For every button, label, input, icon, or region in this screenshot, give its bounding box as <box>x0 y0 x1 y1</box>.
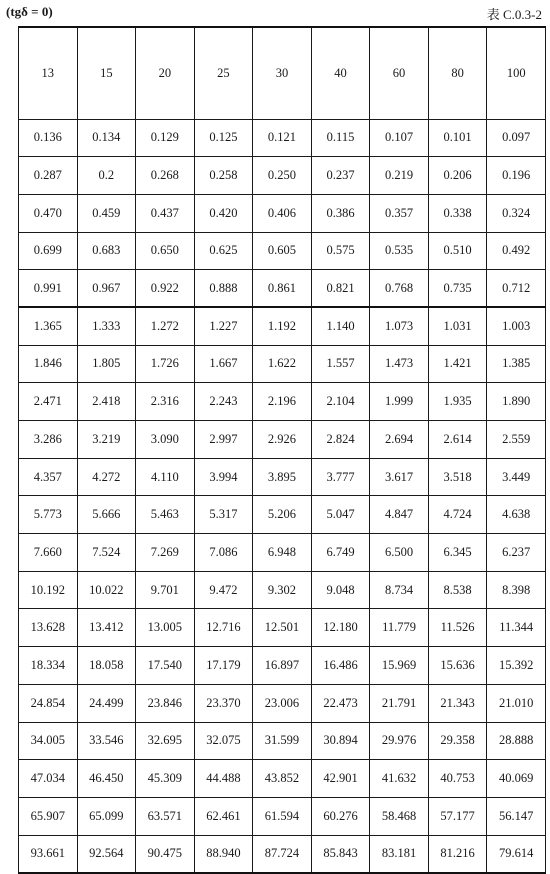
table-cell: 4.357 <box>19 458 78 496</box>
table-number-label: 表 C.0.3-2 <box>486 7 542 22</box>
table-cell: 47.034 <box>19 760 78 798</box>
table-cell: 0.136 <box>19 119 78 157</box>
table-cell: 0.2 <box>77 157 136 195</box>
table-cell: 12.716 <box>194 609 253 647</box>
table-cell: 93.661 <box>19 835 78 873</box>
table-cell: 32.695 <box>136 722 195 760</box>
table-cell: 0.250 <box>253 157 312 195</box>
table-cell: 56.147 <box>487 797 546 835</box>
table-row <box>19 458 546 496</box>
table-cell: 0.821 <box>311 270 370 308</box>
table-cell: 1.031 <box>428 307 487 345</box>
table-cell: 2.196 <box>253 383 312 421</box>
table-cell: 7.269 <box>136 534 195 572</box>
table-cell: 0.712 <box>487 270 546 308</box>
table-cell: 79.614 <box>487 835 546 873</box>
table-cell: 1.003 <box>487 307 546 345</box>
table-cell: 0.470 <box>19 194 78 232</box>
table-condition-label: (tgδ = 0) <box>6 4 53 19</box>
table-cell: 2.243 <box>194 383 253 421</box>
table-cell: 13.628 <box>19 609 78 647</box>
table-cell: 3.518 <box>428 458 487 496</box>
table-cell: 1.073 <box>370 307 429 345</box>
table-cell: 5.206 <box>253 496 312 534</box>
column-header: 15 <box>77 27 136 119</box>
table-cell: 31.599 <box>253 722 312 760</box>
table-cell: 0.420 <box>194 194 253 232</box>
table-row <box>19 760 546 798</box>
table-cell: 5.317 <box>194 496 253 534</box>
table-cell: 11.344 <box>487 609 546 647</box>
table-cell: 0.492 <box>487 232 546 270</box>
table-row <box>19 307 546 345</box>
table-cell: 65.099 <box>77 797 136 835</box>
table-cell: 18.334 <box>19 647 78 685</box>
table-cell: 16.897 <box>253 647 312 685</box>
table-cell: 0.683 <box>77 232 136 270</box>
table-cell: 2.997 <box>194 421 253 459</box>
table-cell: 0.324 <box>487 194 546 232</box>
table-cell: 0.196 <box>487 157 546 195</box>
table-cell: 5.047 <box>311 496 370 534</box>
table-cell: 45.309 <box>136 760 195 798</box>
table-cell: 9.048 <box>311 571 370 609</box>
table-cell: 62.461 <box>194 797 253 835</box>
table-cell: 0.991 <box>19 270 78 308</box>
table-cell: 1.385 <box>487 345 546 383</box>
table-cell: 1.333 <box>77 307 136 345</box>
table-row <box>19 534 546 572</box>
table-cell: 9.701 <box>136 571 195 609</box>
table-body <box>19 119 546 873</box>
table-cell: 0.107 <box>370 119 429 157</box>
table-cell: 16.486 <box>311 647 370 685</box>
table-cell: 12.501 <box>253 609 312 647</box>
table-cell: 7.524 <box>77 534 136 572</box>
table-cell: 46.450 <box>77 760 136 798</box>
table-cell: 32.075 <box>194 722 253 760</box>
table-cell: 3.994 <box>194 458 253 496</box>
table-cell: 81.216 <box>428 835 487 873</box>
table-row <box>19 194 546 232</box>
table-cell: 0.338 <box>428 194 487 232</box>
table-row <box>19 270 546 308</box>
table-cell: 65.907 <box>19 797 78 835</box>
table-row <box>19 345 546 383</box>
table-cell: 3.777 <box>311 458 370 496</box>
table-cell: 2.824 <box>311 421 370 459</box>
table-row <box>19 684 546 722</box>
table-cell: 10.192 <box>19 571 78 609</box>
data-table <box>18 26 546 874</box>
table-row <box>19 647 546 685</box>
table-cell: 0.888 <box>194 270 253 308</box>
table-cell: 15.969 <box>370 647 429 685</box>
table-cell: 0.219 <box>370 157 429 195</box>
table-row <box>19 421 546 459</box>
table-cell: 0.575 <box>311 232 370 270</box>
table-cell: 3.895 <box>253 458 312 496</box>
table-cell: 11.526 <box>428 609 487 647</box>
table-cell: 17.179 <box>194 647 253 685</box>
table-cell: 0.129 <box>136 119 195 157</box>
column-header: 13 <box>19 27 78 119</box>
table-cell: 10.022 <box>77 571 136 609</box>
table-cell: 6.500 <box>370 534 429 572</box>
table-cell: 2.418 <box>77 383 136 421</box>
table-cell: 0.097 <box>487 119 546 157</box>
table-row <box>19 797 546 835</box>
table-cell: 2.694 <box>370 421 429 459</box>
table-cell: 4.110 <box>136 458 195 496</box>
table-cell: 44.488 <box>194 760 253 798</box>
table-cell: 63.571 <box>136 797 195 835</box>
table-cell: 29.358 <box>428 722 487 760</box>
table-cell: 0.237 <box>311 157 370 195</box>
table-cell: 0.861 <box>253 270 312 308</box>
table-cell: 92.564 <box>77 835 136 873</box>
table-cell: 17.540 <box>136 647 195 685</box>
table-cell: 43.852 <box>253 760 312 798</box>
table-cell: 24.854 <box>19 684 78 722</box>
table-cell: 4.638 <box>487 496 546 534</box>
table-row <box>19 609 546 647</box>
column-header: 40 <box>311 27 370 119</box>
table-cell: 1.227 <box>194 307 253 345</box>
table-cell: 85.843 <box>311 835 370 873</box>
table-cell: 9.472 <box>194 571 253 609</box>
table-cell: 3.617 <box>370 458 429 496</box>
table-cell: 0.735 <box>428 270 487 308</box>
table-row <box>19 383 546 421</box>
table-cell: 1.473 <box>370 345 429 383</box>
table-cell: 0.357 <box>370 194 429 232</box>
table-cell: 40.069 <box>487 760 546 798</box>
table-cell: 30.894 <box>311 722 370 760</box>
column-header: 30 <box>253 27 312 119</box>
table-cell: 21.010 <box>487 684 546 722</box>
table-cell: 6.948 <box>253 534 312 572</box>
table-cell: 0.121 <box>253 119 312 157</box>
table-cell: 9.302 <box>253 571 312 609</box>
table-cell: 22.473 <box>311 684 370 722</box>
table-cell: 2.104 <box>311 383 370 421</box>
table-row <box>19 119 546 157</box>
table-cell: 1.999 <box>370 383 429 421</box>
table-cell: 0.535 <box>370 232 429 270</box>
table-cell: 0.967 <box>77 270 136 308</box>
table-cell: 0.605 <box>253 232 312 270</box>
table-cell: 0.268 <box>136 157 195 195</box>
table-cell: 1.192 <box>253 307 312 345</box>
table-cell: 13.412 <box>77 609 136 647</box>
table-cell: 0.459 <box>77 194 136 232</box>
table-cell: 0.101 <box>428 119 487 157</box>
table-cell: 2.614 <box>428 421 487 459</box>
table-cell: 29.976 <box>370 722 429 760</box>
table-cell: 0.437 <box>136 194 195 232</box>
table-cell: 57.177 <box>428 797 487 835</box>
table-cell: 18.058 <box>77 647 136 685</box>
table-cell: 0.922 <box>136 270 195 308</box>
table-cell: 5.666 <box>77 496 136 534</box>
table-cell: 6.345 <box>428 534 487 572</box>
table-cell: 11.779 <box>370 609 429 647</box>
table-cell: 3.449 <box>487 458 546 496</box>
table-cell: 15.636 <box>428 647 487 685</box>
table-cell: 60.276 <box>311 797 370 835</box>
table-cell: 87.724 <box>253 835 312 873</box>
column-header: 60 <box>370 27 429 119</box>
table-header <box>19 27 546 119</box>
table-cell: 1.365 <box>19 307 78 345</box>
table-cell: 5.773 <box>19 496 78 534</box>
table-cell: 33.546 <box>77 722 136 760</box>
table-cell: 21.791 <box>370 684 429 722</box>
table-cell: 1.557 <box>311 345 370 383</box>
table-cell: 12.180 <box>311 609 370 647</box>
table-cell: 0.699 <box>19 232 78 270</box>
header-row <box>19 27 546 119</box>
table-cell: 0.768 <box>370 270 429 308</box>
table-cell: 3.219 <box>77 421 136 459</box>
table-cell: 13.005 <box>136 609 195 647</box>
table-cell: 24.499 <box>77 684 136 722</box>
table-row <box>19 157 546 195</box>
table-cell: 6.237 <box>487 534 546 572</box>
table-cell: 0.406 <box>253 194 312 232</box>
table-cell: 90.475 <box>136 835 195 873</box>
table-cell: 7.086 <box>194 534 253 572</box>
table-row <box>19 722 546 760</box>
table-cell: 21.343 <box>428 684 487 722</box>
table-cell: 61.594 <box>253 797 312 835</box>
table-cell: 0.206 <box>428 157 487 195</box>
table-cell: 0.125 <box>194 119 253 157</box>
table-cell: 42.901 <box>311 760 370 798</box>
table-cell: 28.888 <box>487 722 546 760</box>
table-cell: 0.625 <box>194 232 253 270</box>
table-row <box>19 835 546 873</box>
table-cell: 23.006 <box>253 684 312 722</box>
table-cell: 0.510 <box>428 232 487 270</box>
table-cell: 34.005 <box>19 722 78 760</box>
table-cell: 2.471 <box>19 383 78 421</box>
table-cell: 15.392 <box>487 647 546 685</box>
table-cell: 8.734 <box>370 571 429 609</box>
table-cell: 2.926 <box>253 421 312 459</box>
table-cell: 58.468 <box>370 797 429 835</box>
table-cell: 2.316 <box>136 383 195 421</box>
table-cell: 83.181 <box>370 835 429 873</box>
table-row <box>19 571 546 609</box>
table-cell: 0.386 <box>311 194 370 232</box>
column-header: 100 <box>487 27 546 119</box>
table-cell: 1.667 <box>194 345 253 383</box>
table-cell: 7.660 <box>19 534 78 572</box>
table-cell: 4.272 <box>77 458 136 496</box>
column-header: 25 <box>194 27 253 119</box>
column-header: 80 <box>428 27 487 119</box>
table-cell: 2.559 <box>487 421 546 459</box>
table-row <box>19 496 546 534</box>
table-cell: 5.463 <box>136 496 195 534</box>
table-cell: 3.286 <box>19 421 78 459</box>
table-cell: 1.140 <box>311 307 370 345</box>
table-row <box>19 232 546 270</box>
table-cell: 41.632 <box>370 760 429 798</box>
table-cell: 1.622 <box>253 345 312 383</box>
table-cell: 23.846 <box>136 684 195 722</box>
table-cell: 1.726 <box>136 345 195 383</box>
table-cell: 1.421 <box>428 345 487 383</box>
table-cell: 0.134 <box>77 119 136 157</box>
table-cell: 8.398 <box>487 571 546 609</box>
table-cell: 8.538 <box>428 571 487 609</box>
table-cell: 4.724 <box>428 496 487 534</box>
table-cell: 23.370 <box>194 684 253 722</box>
table-cell: 0.115 <box>311 119 370 157</box>
table-cell: 1.805 <box>77 345 136 383</box>
table-cell: 88.940 <box>194 835 253 873</box>
table-cell: 6.749 <box>311 534 370 572</box>
table-cell: 40.753 <box>428 760 487 798</box>
table-cell: 1.935 <box>428 383 487 421</box>
table-cell: 1.272 <box>136 307 195 345</box>
column-header: 20 <box>136 27 195 119</box>
table-cell: 0.287 <box>19 157 78 195</box>
table-cell: 1.846 <box>19 345 78 383</box>
table-cell: 1.890 <box>487 383 546 421</box>
table-cell: 0.258 <box>194 157 253 195</box>
table-cell: 0.650 <box>136 232 195 270</box>
table-cell: 3.090 <box>136 421 195 459</box>
table-cell: 4.847 <box>370 496 429 534</box>
